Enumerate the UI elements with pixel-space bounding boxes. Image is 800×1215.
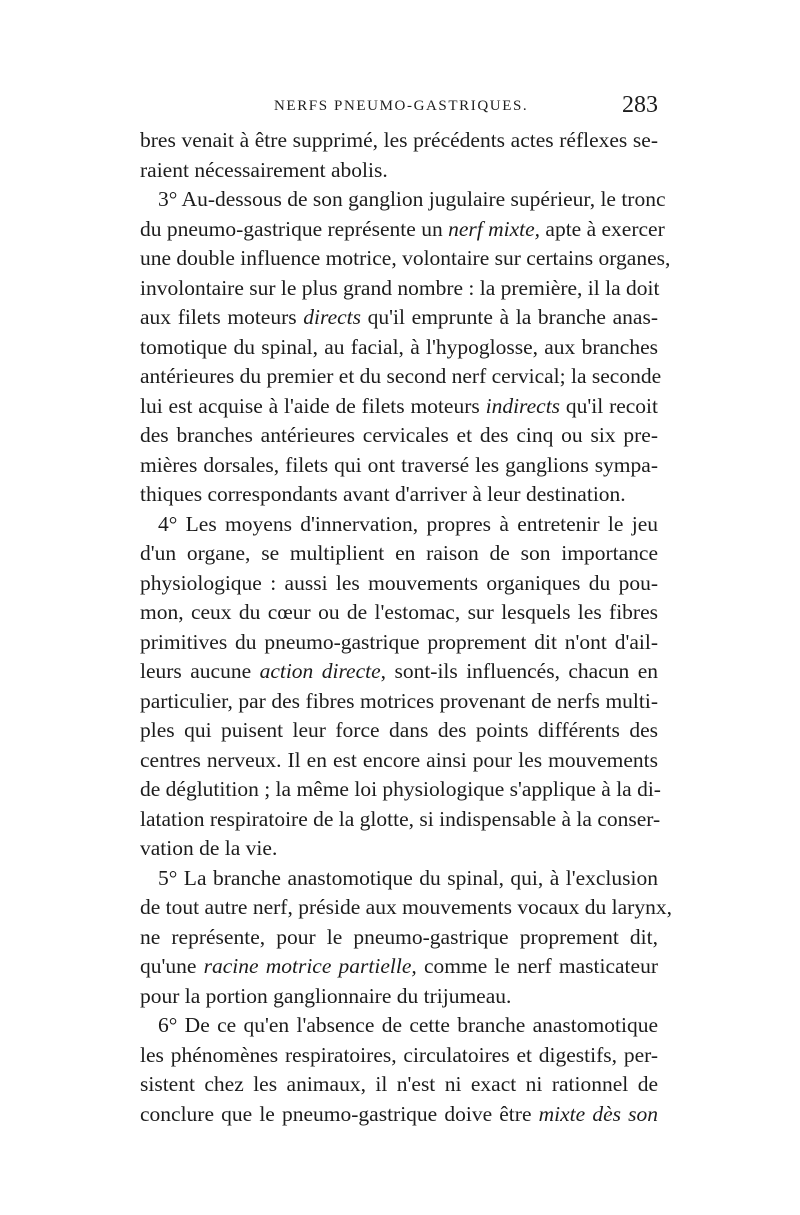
- text-line: [140, 333, 658, 363]
- text-line: [140, 510, 658, 540]
- page-header: [140, 92, 658, 126]
- text-line: [140, 834, 658, 864]
- text-segment: 5° La branche anastomotique du spinal, qui, à l'exclusion: [158, 865, 658, 890]
- text-segment: mières dorsales, filets qui ont traversé les ganglions sympa-: [140, 452, 658, 477]
- text-line: [140, 244, 671, 274]
- text-segment: du pneumo-gastrique représente un: [140, 216, 449, 241]
- text-line: [140, 362, 662, 392]
- text-segment: physiologique : aussi les mouvements organiques du pou-: [140, 570, 658, 595]
- text-line: [140, 716, 658, 746]
- text-line: [140, 746, 658, 776]
- text-line: [140, 952, 658, 982]
- text-line: [140, 274, 658, 304]
- text-segment: qu'il emprunte à la branche anas-: [361, 305, 658, 329]
- text-segment: aux filets moteurs: [140, 305, 304, 329]
- text-segment: 3° Au-dessous de son ganglion jugulaire supérieur, le tronc: [158, 187, 666, 211]
- text-segment: particulier, par des fibres motrices provenant de nerfs multi-: [140, 688, 658, 713]
- text-line: [140, 539, 658, 569]
- text-line: [140, 1041, 658, 1071]
- text-segment: , sont-ils influencés, chacun en: [380, 659, 658, 683]
- italic-text: directs: [303, 305, 362, 329]
- text-segment: latation respiratoire de la glotte, si indispensable à la conser-: [140, 806, 661, 831]
- text-segment: primitives du pneumo-gastrique proprement dit n'ont d'ail-: [140, 629, 658, 654]
- text-line: [140, 657, 658, 687]
- text-segment: ne représente, pour le pneumo-gastrique proprement dit,: [140, 924, 658, 949]
- text-segment: qu'il recoit: [560, 393, 659, 418]
- italic-text: mixte dès son: [538, 1101, 658, 1126]
- text-segment: une double influence motrice, volontaire sur certains organes,: [140, 246, 671, 270]
- text-line: [140, 1011, 658, 1041]
- text-segment: qu'une: [140, 954, 204, 978]
- text-line: [140, 805, 661, 835]
- text-segment: leurs aucune: [140, 659, 260, 683]
- text-segment: involontaire sur le plus grand nombre : la première, il la doit: [140, 275, 660, 300]
- text-line: [140, 392, 658, 422]
- text-line: [140, 480, 658, 510]
- text-segment: bres venait à être supprimé, les précédents actes réflexes se-: [140, 128, 658, 152]
- text-line: [140, 687, 658, 717]
- text-segment: tomotique du spinal, au facial, à l'hypoglosse, aux branches: [140, 334, 658, 359]
- text-segment: comme le nerf masticateur: [416, 954, 658, 978]
- text-segment: lui est acquise à l'aide de filets moteurs: [140, 393, 486, 418]
- text-line: [140, 864, 658, 894]
- text-segment: pour la portion ganglionnaire du trijumeau.: [140, 983, 512, 1008]
- text-line: [140, 1070, 658, 1100]
- text-segment: apte à exercer: [540, 216, 665, 241]
- page-number: 283: [622, 92, 658, 118]
- text-line: [140, 1100, 658, 1130]
- text-segment: raient nécessairement abolis.: [140, 157, 388, 182]
- text-segment: de déglutition ; la même loi physiologique s'applique à la di-: [140, 777, 661, 801]
- italic-text: racine motrice partielle,: [203, 954, 417, 978]
- text-segment: antérieures du premier et du second nerf cervical; la seconde: [140, 364, 662, 388]
- text-line: [140, 569, 658, 599]
- text-segment: thiques correspondants avant d'arriver à leur destination.: [140, 482, 626, 506]
- text-segment: ples qui puisent leur force dans des points différents des: [140, 718, 658, 742]
- text-line: [140, 451, 658, 481]
- text-line: [140, 215, 665, 245]
- italic-text: nerf mixte,: [448, 216, 541, 241]
- text-segment: 6° De ce qu'en l'absence de cette branche anastomotique: [158, 1013, 658, 1037]
- text-segment: des branches antérieures cervicales et des cinq ou six pre-: [140, 423, 658, 447]
- italic-text: action directe: [259, 659, 381, 683]
- running-title: NERFS PNEUMO-GASTRIQUES.: [274, 98, 529, 114]
- text-segment: les phénomènes respiratoires, circulatoires et digestifs, per-: [140, 1042, 658, 1067]
- text-line: [140, 982, 658, 1012]
- text-line: [140, 893, 672, 923]
- text-line: [140, 421, 658, 451]
- text-segment: de tout autre nerf, préside aux mouvements vocaux du larynx,: [140, 895, 672, 919]
- text-line: [140, 156, 658, 186]
- text-segment: 4° Les moyens d'innervation, propres à entretenir le jeu: [158, 511, 658, 536]
- text-segment: conclure que le pneumo-gastrique doive être: [140, 1101, 539, 1126]
- text-segment: centres nerveux. Il en est encore ainsi pour les mouvements: [140, 747, 658, 772]
- text-line: [140, 775, 661, 805]
- text-segment: mon, ceux du cœur ou de l'estomac, sur lesquels les fibres: [140, 600, 658, 624]
- text-line: [140, 628, 658, 658]
- text-line: [140, 598, 658, 628]
- italic-text: indirects: [485, 393, 561, 418]
- body-text: [140, 126, 672, 1129]
- text-segment: vation de la vie.: [140, 836, 278, 860]
- text-segment: sistent chez les animaux, il n'est ni exact ni rationnel de: [140, 1072, 658, 1096]
- text-line: [140, 303, 658, 333]
- text-line: [140, 185, 666, 215]
- text-line: [140, 126, 658, 156]
- text-segment: d'un organe, se multiplient en raison de son importance: [140, 541, 658, 565]
- text-line: [140, 923, 658, 953]
